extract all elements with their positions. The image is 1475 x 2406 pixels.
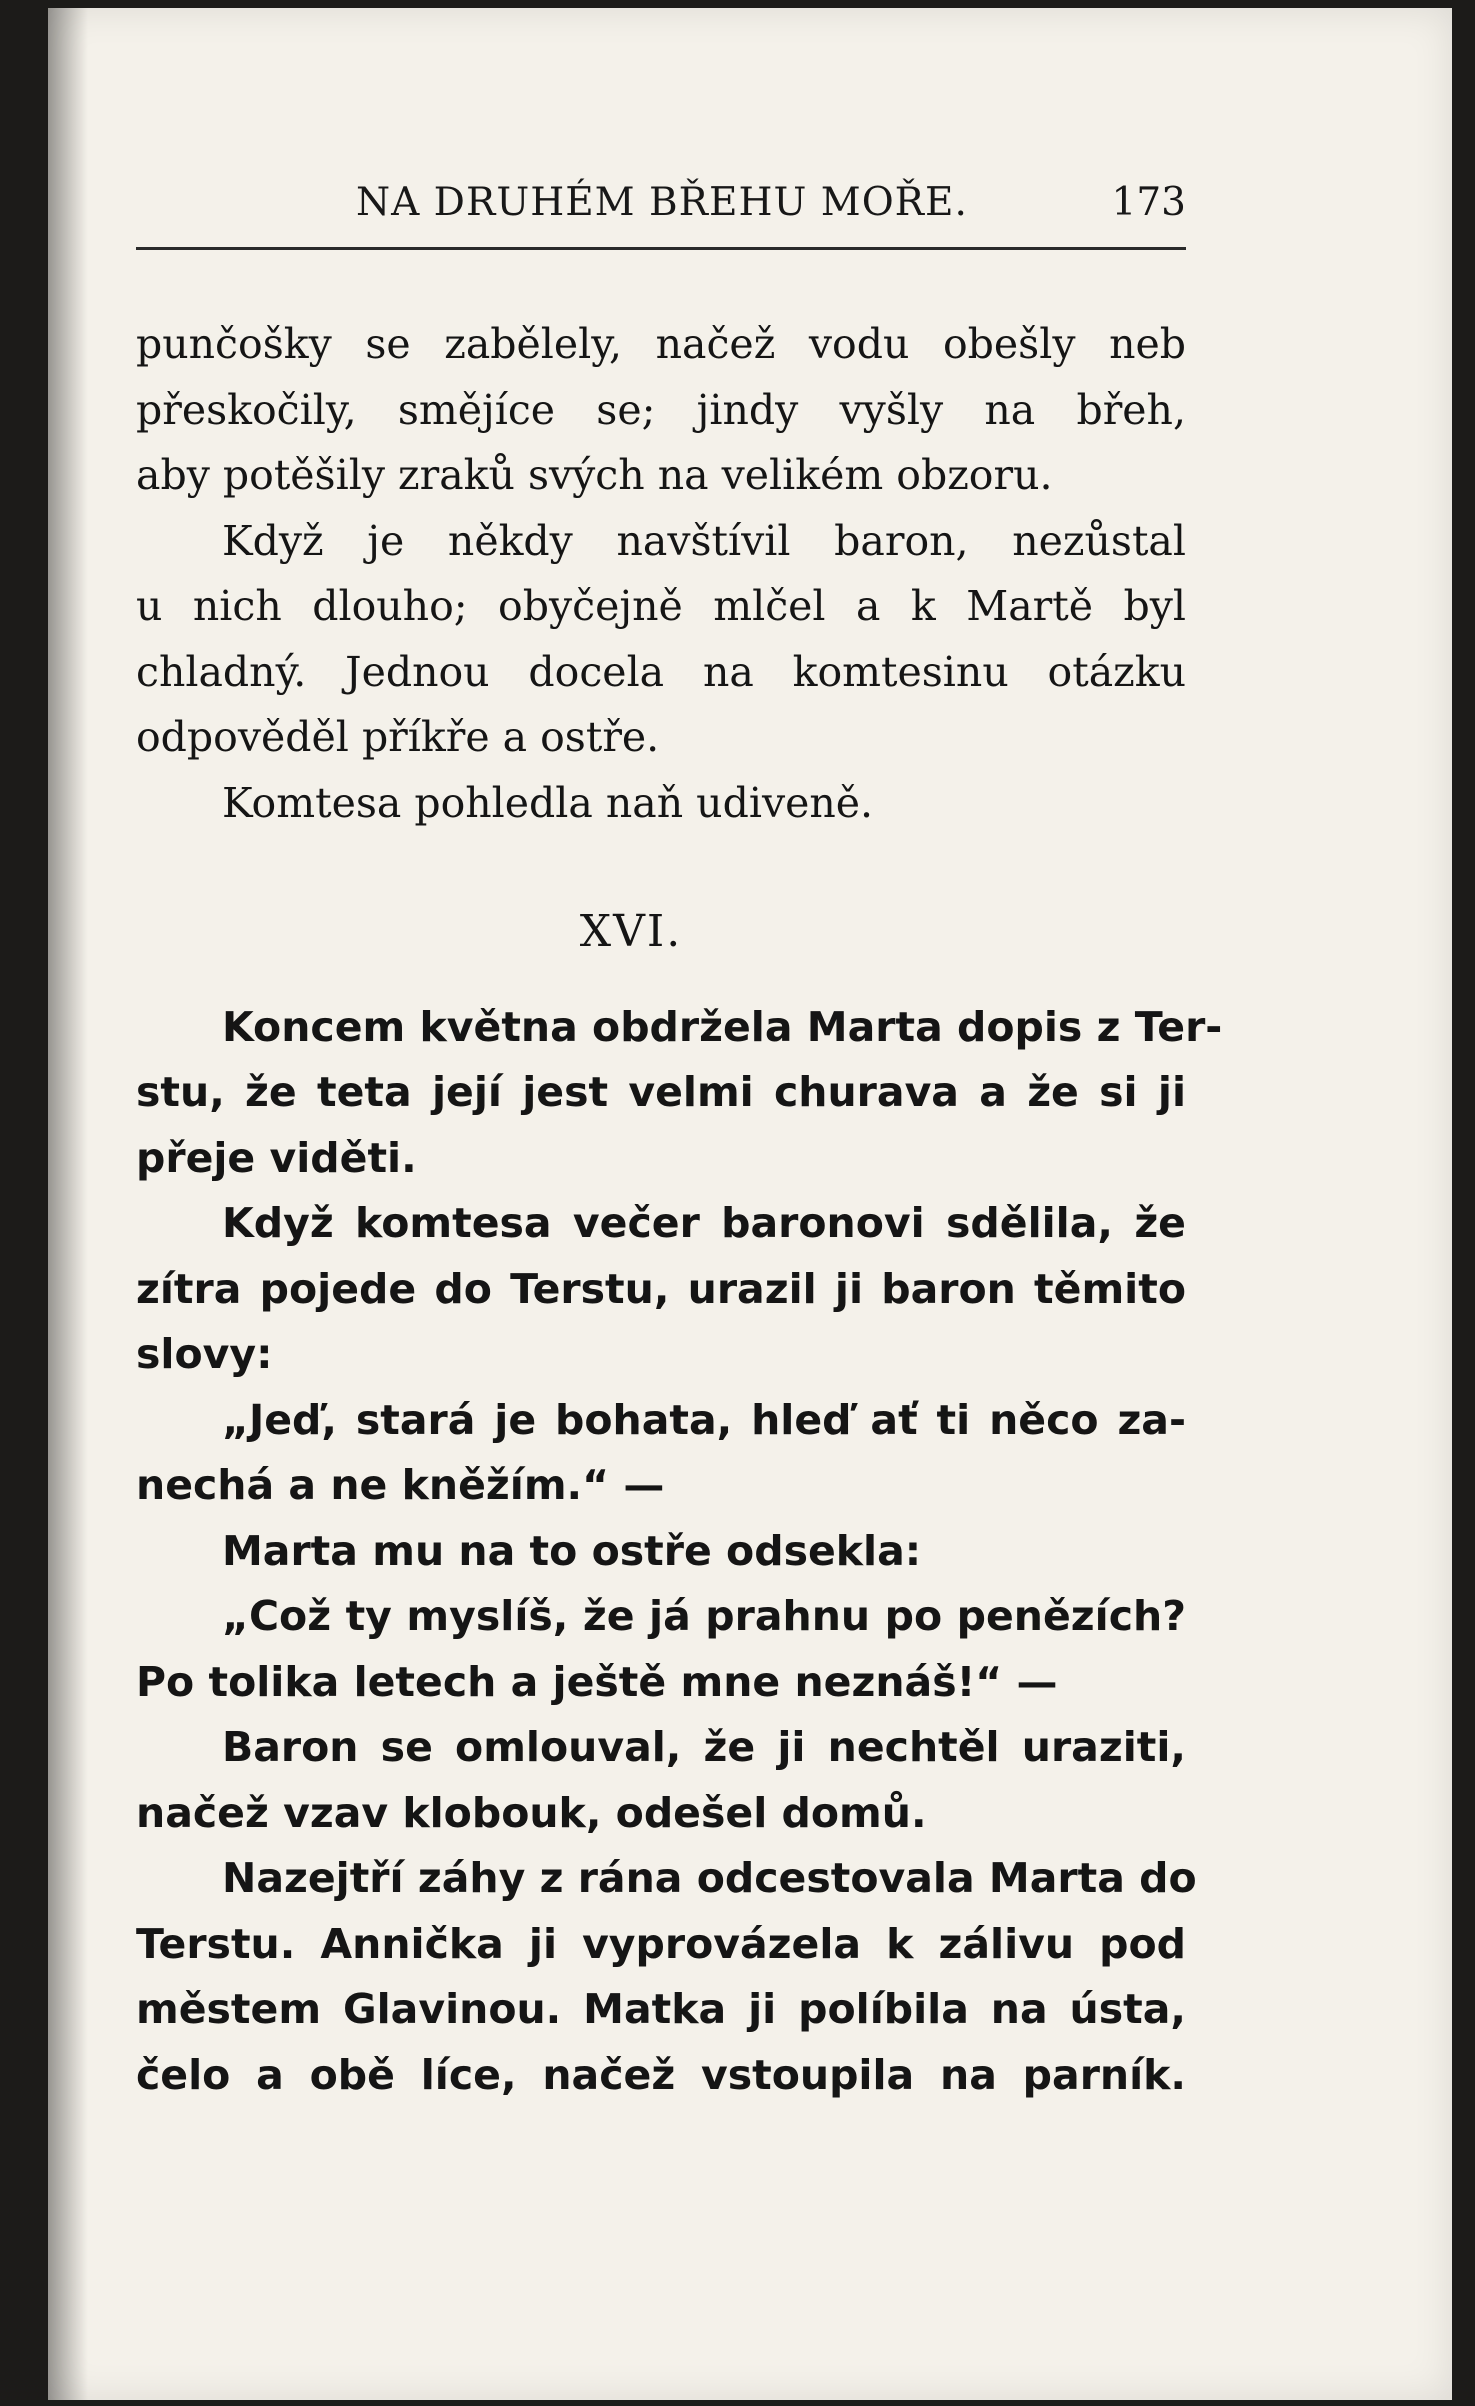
body-text bbox=[136, 312, 1223, 2108]
text-line: Baron se omlouval, že ji nechtěl uraziti, bbox=[222, 1723, 1186, 1771]
text-line: přeje viděti. bbox=[136, 1133, 417, 1182]
text-line: městem Glavinou. Matka ji políbila na ústa, bbox=[136, 1985, 1186, 2033]
text-line: nechá a ne kněžím.“ — bbox=[136, 1461, 665, 1509]
text-line: Koncem května obdržela Marta dopis z Ter- bbox=[222, 1002, 1223, 1051]
text-line: Marta mu na to ostře odsekla: bbox=[222, 1526, 922, 1575]
text-line: punčošky se zabělely, načež vodu obešly neb bbox=[136, 320, 1186, 368]
chapter-text bbox=[136, 995, 1223, 2109]
text-line: „Jeď, stará je bohata, hleď ať ti něco za- bbox=[222, 1395, 1186, 1444]
text-line: Nazejtří záhy z rána odcestovala Marta do bbox=[222, 1854, 1197, 1902]
text-line: Komtesa pohledla naň udiveně. bbox=[222, 778, 874, 827]
chapter-heading: XVI. bbox=[579, 906, 683, 957]
header-rule bbox=[136, 247, 1186, 250]
text-line: Když je někdy navštívil baron, nezůstal bbox=[222, 516, 1186, 565]
text-line: Když komtesa večer baronovi sdělila, že bbox=[222, 1199, 1186, 1247]
text-line: odpověděl příkře a ostře. bbox=[136, 713, 660, 761]
text-line: Po tolika letech a ještě mne neznáš!“ — bbox=[136, 1657, 1058, 1706]
text-line: slovy: bbox=[136, 1330, 273, 1378]
page-header bbox=[136, 180, 1186, 240]
text-line: u nich dlouho; obyčejně mlčel a k Martě byl bbox=[136, 582, 1186, 630]
text-line: „Což ty myslíš, že já prahnu po penězích? bbox=[222, 1592, 1186, 1640]
gutter-shadow bbox=[48, 8, 88, 2400]
text-line: Terstu. Annička ji vyprovázela k zálivu pod bbox=[136, 1919, 1186, 1968]
text-line: čelo a obě líce, načež vstoupila na parník. bbox=[136, 2050, 1186, 2099]
text-line: přeskočily, smějíce se; jindy vyšly na břeh, bbox=[136, 385, 1186, 434]
text-line: chladný. Jednou docela na komtesinu otázku bbox=[136, 647, 1186, 696]
text-line: zítra pojede do Terstu, urazil ji baron těmito bbox=[136, 1264, 1186, 1313]
page-number: 173 bbox=[1111, 180, 1186, 225]
text-line: aby potěšily zraků svých na velikém obzoru. bbox=[136, 451, 1053, 499]
text-line: načež vzav klobouk, odešel domů. bbox=[136, 1788, 927, 1837]
text-line: stu, že teta její jest velmi churava a že si ji bbox=[136, 1068, 1186, 1116]
running-title: NA DRUHÉM BŘEHU MOŘE. bbox=[356, 180, 968, 225]
